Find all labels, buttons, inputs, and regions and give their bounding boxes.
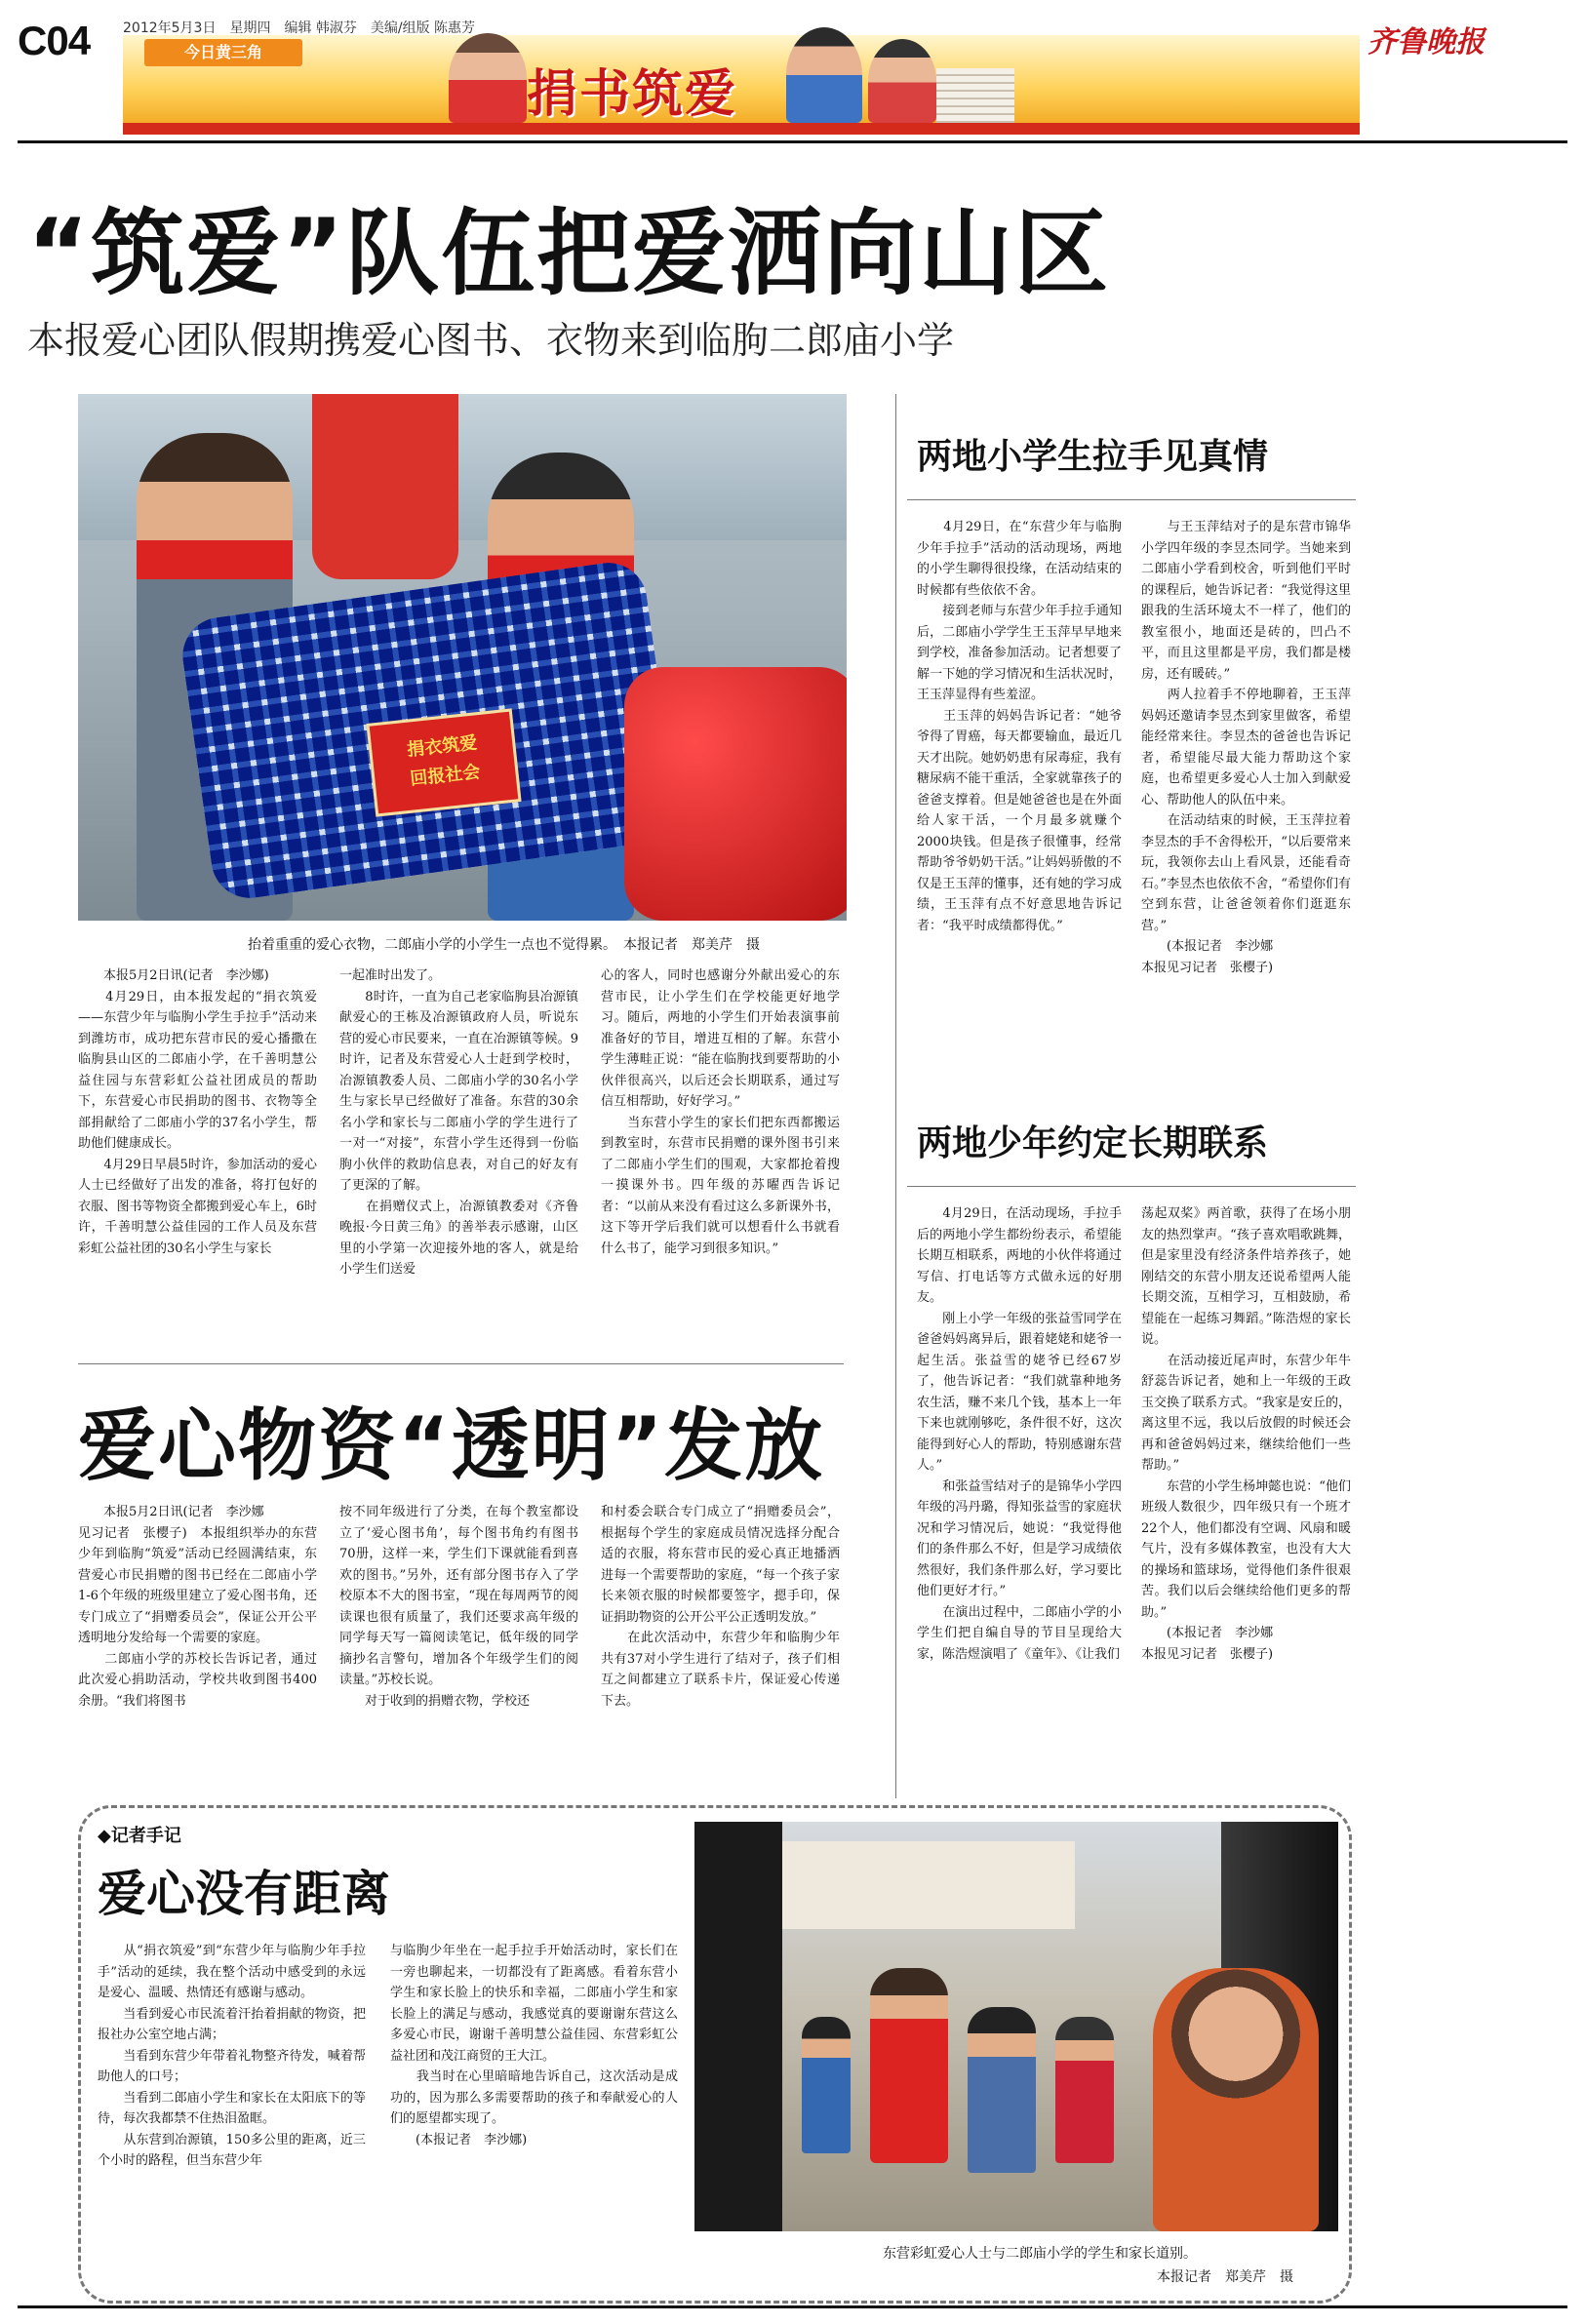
header-banner xyxy=(123,35,1360,133)
banner-strip xyxy=(123,123,1360,135)
right-article-1-title: 两地小学生拉手见真情 xyxy=(917,437,1269,477)
banner-title: 捐书筑爱 xyxy=(527,65,738,124)
right-article-1-column-2: 与王玉萍结对子的是东营市锦华小学四年级的李昱杰同学。当她来到二郎庙小学看到校舍，听到他们平时的课程后，她告诉记者：“我觉得这里跟我的生活环境太不一样了，他们的教室很小，地面还是砖的，凹凸不平，而且这里都是平房，我们都是楼房，还有暖砖。” 两人拉着手不停地聊着，王玉萍妈妈还邀请李昱杰到家里做客，希望能经常来往。李昱杰的爸爸也告诉记者，希望能尽最大能力帮助这个家庭，也希望更多爱心人士加入到献爱心、帮助他人的队伍中来。 在活动结束的时候，王玉萍拉着李昱杰的手不舍得松开，“以后要常来玩，我领你去山上看风景，还能看奇石。”李昱杰也依依不舍，“希望你们有空到东营，让爸爸领着你们逛逛东营。” (本报记者 李沙娜 本报见习记者 张樱子) xyxy=(1141,520,1351,975)
photo-child-3 xyxy=(1055,2017,1114,2163)
section2-column-1: 本报5月2日讯(记者 李沙娜 见习记者 张樱子) 本报组织举办的东营少年到临朐“筑爱”活动已经圆满结束，东营爱心市民捐赠的图书已经在二郎庙小学1-6个年级的班级里建立了爱心图书角，还专门成立了“捐赠委员会”，保证公开公平透明地分发给每一个需要的家庭。 二郎庙小学的苏校长告诉记者，通过此次爱心捐助活动，学校共收到图书400余册。“我们将图书 xyxy=(78,1505,317,1709)
newspaper-logo: 齐鲁晚报 xyxy=(1367,25,1485,59)
photo-adult-red-jacket xyxy=(870,1968,948,2163)
header-rule xyxy=(18,140,1567,143)
page-number: C04 xyxy=(18,18,91,63)
main-article-column-1: 本报5月2日讯(记者 李沙娜) 4月29日，由本报发起的“捐衣筑爱——东营少年与临朐小学生手拉手”活动来到潍坊市，成功把东营市民的爱心播撒在临朐县山区的二郎庙小学，在千善明慧公益住园与东营彩虹公益社团成员的帮助下，东营爱心市民捐助的图书、衣物等全部捐献给了二郎庙小学的37名小学生，帮助他们健康成长。 4月29日早晨5时许，参加活动的爱心人士已经做好了出发的准备，将打包好的衣服、图书等物资全都搬到爱心车上，6时许，千善明慧公益佳园的工作人员及东营彩虹公益社团的30名小学生与家长 xyxy=(78,968,317,1256)
photo-school-building xyxy=(782,1841,1075,1929)
section2-headline: 爱心物资“透明”发放 xyxy=(78,1400,825,1491)
main-article-column-3: 心的客人，同时也感谢分外献出爱心的东营市民，让小学生们在学校能更好地学习。随后，两地的小学生们开始表演事前准备好的节目，增进互相的了解。东营小学生薄畦正说：“能在临朐找到要帮助的小伙伴很高兴，以后还会长期联系，通过写信互相帮助，好好学习。” 当东营小学生的家长们把东西都搬运到教室时，东营市民捐赠的课外图书引来了二郎庙小学生们的围观，大家都抢着搜一摸课外书。四年级的苏曜西告诉记者：“以前从来没有看过这么多新课外书，这下等开学后我们就可以想看什么书就看什么书了，能学习到很多知识。” xyxy=(601,968,840,1256)
main-subheadline: 本报爱心团队假期携爱心图书、衣物来到临朐二郎庙小学 xyxy=(27,319,955,362)
page-header xyxy=(0,0,1585,146)
right-article-1-rule xyxy=(907,499,1356,500)
main-headline: “筑爱”队伍把爱洒向山区 xyxy=(27,199,1111,308)
right-article-2-column-2: 荡起双桨》两首歌，获得了在场小朋友的热烈掌声。“孩子喜欢唱歌跳舞，但是家里没有经济条件培养孩子，她刚结交的东营小朋友还说希望两人能长期交流，互相学习，互相鼓励，希望能在一起练习舞蹈。”陈浩煜的家长说。 在活动接近尾声时，东营少年牛舒蕊告诉记者，她和上一年级的王政玉交换了联系方式。“我家是安丘的，离这里不远，我以后放假的时候还会再和爸爸妈妈过来，继续给他们一些帮助。” 东营的小学生杨坤懿也说：“他们班级人数很少，四年级只有一个班才22个人，他们都没有空调、风扇和暖气片，没有多媒体教室，也没有大大的操场和篮球场，觉得他们条件很艰苦。我们以后会继续给他们更多的帮助。” (本报记者 李沙娜 本报见习记者 张樱子) xyxy=(1141,1206,1351,1662)
photo-child-2 xyxy=(968,2007,1036,2173)
banner-photo-child-left xyxy=(449,33,527,123)
bag-label xyxy=(366,708,521,816)
reporter-note-column-1: 从“捐衣筑爱”到“东营少年与临朐少年手拉手”活动的延续，我在整个活动中感受到的永远是爱心、温暖、热情还有感谢与感动。 当看到爱心市民流着汗抬着捐献的物资，把报社办公室空地占满； 当看到东营少年带着礼物整齐待发，喊着帮助他人的口号； 当看到二郎庙小学生和家长在太阳底下的等待，每次我都禁不住热泪盈眶。 从东营到冶源镇，150多公里的距离，近三个小时的路程，但当东营少年 xyxy=(98,1944,366,2168)
reporter-note-column-2: 与临朐少年坐在一起手拉手开始活动时，家长们在一旁也聊起来，一切都没有了距离感。看着东营小学生和家长脸上的快乐和幸福，二郎庙小学生和家长脸上的满足与感动，我感觉真的要谢谢东营这么多爱心市民，谢谢千善明慧公益佳园、东营彩虹公益社团和茂江商贸的王大江。 我当时在心里暗暗地告诉自己，这次活动是成功的，因为那么多需要帮助的孩子和奉献爱心的人们的愿望都实现了。 (本报记者 李沙娜) xyxy=(390,1944,678,2147)
banner-photo-child-right xyxy=(868,39,936,123)
note-photo-credit: 本报记者 郑美芹 摄 xyxy=(1157,2269,1293,2285)
right-article-2-column-1: 4月29日，在活动现场，手拉手后的两地小学生都纷纷表示，希望能长期互相联系，两地的小伙伴将通过写信、打电话等方式做永远的好朋友。 刚上小学一年级的张益雪同学在爸爸妈妈离异后，跟着姥姥和姥爷一起生活。张益雪的姥爷已经67岁了，他告诉记者：“我们就靠种地务农生活，赚不来几个钱，基本上一年下来也就刚够吃，条件很不好，这次能得到好心人的帮助，特别感谢东营人。” 和张益雪结对子的是锦华小学四年级的冯丹璐，得知张益雪的家庭状况和学习情况后，她说：“我觉得他们的条件那么不好，但是学习成绩依然很好，我们条件那么好，学习要比他们更好才行。” 在演出过程中，二郎庙小学的小学生们把自编自导的节目呈现给大家，陈浩煜演唱了《童年》、《让我们 xyxy=(917,1206,1122,1662)
right-article-1-column-1: 4月29日，在“东营少年与临朐少年手拉手”活动的活动现场，两地的小学生聊得很投缘，在活动结束的时候都有些依依不舍。 接到老师与东营少年手拉手通知后，二郎庙小学学生王玉萍早早地来到学校，准备参加活动。记者想要了解一下她的学习情况和生活状况时，王玉萍显得有些羞涩。 王玉萍的妈妈告诉记者：“她爷爷得了胃癌，每天都要输血，最近几天才出院。她奶奶患有尿毒症，我有糖尿病不能干重活，全家就靠孩子的爸爸支撑着。但是她爸爸也是在外面给人家干活，一个月最多就赚个2000块钱。但是孩子很懂事，经常帮助爷爷奶奶干活。”让妈妈骄傲的不仅是王玉萍的懂事，还有她的学习成绩，王玉萍有点不好意思地告诉记者：“我平时成绩都得优。” xyxy=(917,520,1122,933)
section2-rule xyxy=(78,1363,844,1364)
main-article-column-2: 一起准时出发了。 8时许，一直为自己老家临朐县冶源镇献爱心的王栋及冶源镇政府人员，听说东营的爱心市民要来，一直在冶源镇等候。9时许，记者及东营爱心人士赶到学校时，冶源镇教委人员、二郎庙小学的30名小学生与家长早已经做好了准备。东营的30余名小学和家长与二郎庙小学的学生进行了一对一“对接”，东营小学生还得到一份临朐小伙伴的救助信息表，对自己的好友有了更深的了解。 在捐赠仪式上，冶源镇教委对《齐鲁晚报·今日黄三角》的善举表示感谢，山区里的小学第一次迎接外地的客人，就是给小学生们送爱 xyxy=(339,968,578,1277)
right-article-2-rule xyxy=(907,1186,1356,1187)
main-photo xyxy=(78,394,847,921)
note-photo xyxy=(694,1822,1338,2231)
main-photo-caption: 抬着重重的爱心衣物，二郎庙小学的小学生一点也不觉得累。 本报记者 郑美芹 摄 xyxy=(248,937,760,953)
photo-person-in-car xyxy=(1153,1968,1319,2231)
reporter-note-label: ◆记者手记 xyxy=(98,1826,181,1846)
photo-car-frame-left xyxy=(694,1822,782,2231)
right-article-2-title: 两地少年约定长期联系 xyxy=(917,1123,1269,1163)
bottom-rule xyxy=(18,2305,1567,2308)
column-divider xyxy=(895,394,896,1798)
issue-meta: 2012年5月3日 星期四 编辑 韩淑芬 美编/组版 陈惠芳 xyxy=(123,20,476,36)
bag-label-line2: 回报社会 xyxy=(409,762,482,790)
photo-red-bag xyxy=(624,667,847,921)
bag-label-line1: 捐衣筑爱 xyxy=(406,732,479,761)
photo-person-red-shirt xyxy=(312,394,458,579)
banner-photo-books xyxy=(936,68,1014,123)
note-photo-caption: 东营彩虹爱心人士与二郎庙小学的学生和家长道别。 xyxy=(883,2246,1197,2262)
banner-photo-child-middle xyxy=(786,27,862,123)
reporter-note-title: 爱心没有距离 xyxy=(98,1866,390,1922)
section2-column-3: 和村委会联合专门成立了“捐赠委员会”，根据每个学生的家庭成员情况选择分配合适的衣服，将东营市民的爱心真正地播洒进每一个需要帮助的家庭，“每一个孩子家长来领衣服的时候都要签字，摁手印，保证捐助物资的公开公平公正透明发放。” 在此次活动中，东营少年和临朐少年共有37对小学生进行了结对子，孩子们相互之间都建立了联系卡片，保证爱心传递下去。 xyxy=(601,1505,840,1709)
photo-child-1 xyxy=(802,2017,851,2153)
section2-column-2: 按不同年级进行了分类，在每个教室都设立了‘爱心图书角’，每个图书角约有图书70册，这样一来，学生们下课就能看到喜欢的图书。”另外，还有部分图书存入了学校原本不大的图书室，“现在每周两节的阅读课也很有质量了，我们还要求高年级的同学每天写一篇阅读笔记，低年级的同学摘抄名言警句，增加各个年级学生们的阅读量。”苏校长说。 对于收到的捐赠衣物，学校还 xyxy=(339,1505,578,1709)
section-tag: 今日黄三角 xyxy=(144,39,302,66)
